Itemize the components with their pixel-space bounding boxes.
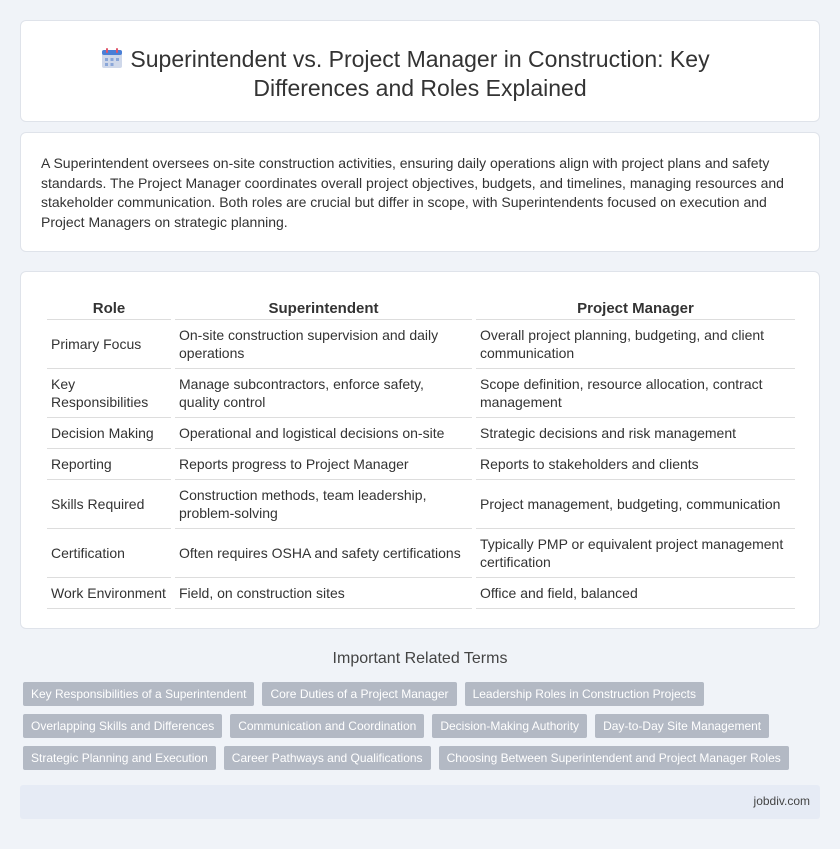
- footer-site-link[interactable]: jobdiv.com: [753, 794, 810, 808]
- comparison-table: [43, 294, 799, 609]
- table-row: [47, 320, 795, 369]
- table-cell: Operational and logistical decisions on-site: [175, 418, 472, 449]
- footer: [20, 785, 820, 819]
- header-project-manager: Project Manager: [476, 294, 795, 320]
- table-row: [47, 369, 795, 418]
- term-tag[interactable]: Overlapping Skills and Differences: [23, 714, 222, 738]
- intro-card: [20, 132, 820, 252]
- term-tag[interactable]: Decision-Making Authority: [432, 714, 587, 738]
- header-card: [20, 20, 820, 122]
- table-cell: Strategic decisions and risk management: [476, 418, 795, 449]
- table-cell: Work Environment: [47, 578, 171, 609]
- table-cell: Office and field, balanced: [476, 578, 795, 609]
- table-cell: Reports progress to Project Manager: [175, 449, 472, 480]
- table-row: [47, 529, 795, 578]
- table-cell: Reporting: [47, 449, 171, 480]
- related-terms-list: [23, 682, 813, 778]
- table-cell: On-site construction supervision and daily operations: [175, 320, 472, 369]
- table-cell: Construction methods, team leadership, problem-solving: [175, 480, 472, 529]
- table-cell: Primary Focus: [47, 320, 171, 369]
- table-row: [47, 578, 795, 609]
- term-tag[interactable]: Career Pathways and Qualifications: [224, 746, 431, 770]
- header-role: Role: [47, 294, 171, 320]
- term-tag[interactable]: Communication and Coordination: [230, 714, 424, 738]
- table-cell: Overall project planning, budgeting, and client communication: [476, 320, 795, 369]
- term-tag[interactable]: Key Responsibilities of a Superintendent: [23, 682, 254, 706]
- table-cell: Field, on construction sites: [175, 578, 472, 609]
- intro-text: A Superintendent oversees on-site construction activities, ensuring daily operations align with project plans and safety standards. The Project Manager coordinates overall project objectives, budgets, and timelines, managing resources and stakeholder communication. Both roles are crucial but differ in scope, with Superintendents focused on execution and Project Managers on strategic planning.: [41, 155, 784, 230]
- table-cell: Decision Making: [47, 418, 171, 449]
- table-row: [47, 418, 795, 449]
- table-cell: Project management, budgeting, communication: [476, 480, 795, 529]
- related-terms-title: Important Related Terms: [332, 650, 508, 667]
- term-tag[interactable]: Core Duties of a Project Manager: [262, 682, 456, 706]
- table-cell: Key Responsibilities: [47, 369, 171, 418]
- term-tag[interactable]: Choosing Between Superintendent and Project Manager Roles: [439, 746, 789, 770]
- table-cell: Typically PMP or equivalent project management certification: [476, 529, 795, 578]
- table-row: [47, 449, 795, 480]
- table-cell: Skills Required: [47, 480, 171, 529]
- table-row: [47, 480, 795, 529]
- table-cell: Manage subcontractors, enforce safety, quality control: [175, 369, 472, 418]
- comparison-card: [20, 271, 820, 629]
- term-tag[interactable]: Leadership Roles in Construction Projects: [465, 682, 704, 706]
- table-cell: Scope definition, resource allocation, contract management: [476, 369, 795, 418]
- page-title: Superintendent vs. Project Manager in Construction: Key Differences and Roles Explained: [130, 46, 710, 101]
- table-cell: Often requires OSHA and safety certifications: [175, 529, 472, 578]
- term-tag[interactable]: Day-to-Day Site Management: [595, 714, 769, 738]
- term-tag[interactable]: Strategic Planning and Execution: [23, 746, 216, 770]
- header-superintendent: Superintendent: [175, 294, 472, 320]
- table-cell: Reports to stakeholders and clients: [476, 449, 795, 480]
- table-cell: Certification: [47, 529, 171, 578]
